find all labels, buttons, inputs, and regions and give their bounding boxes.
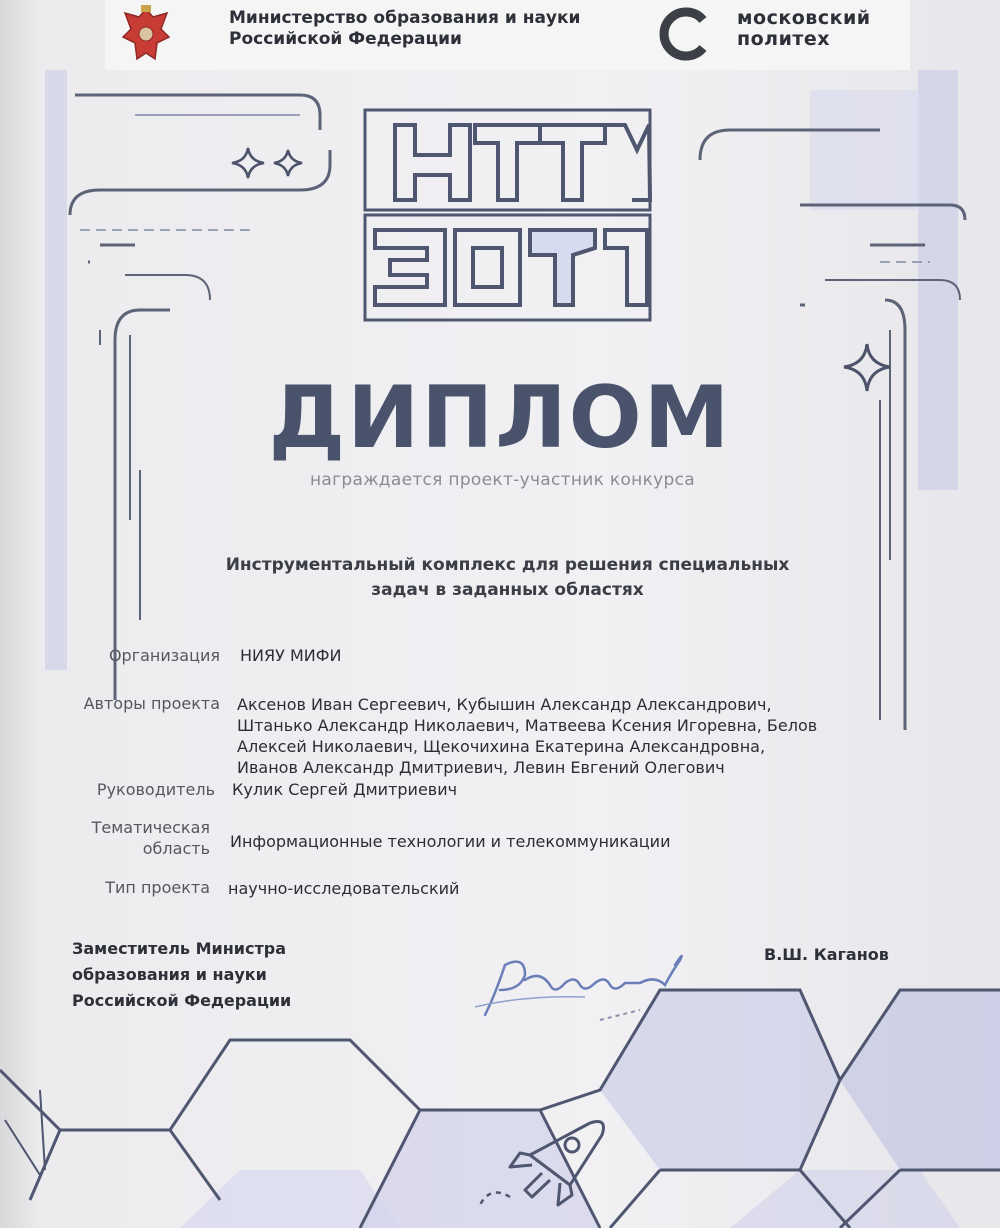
partner-name-line1: московский xyxy=(737,7,871,29)
authors-line: Алексей Николаевич, Щекочихина Екатерина Александровна, xyxy=(237,737,766,756)
diploma-subtitle: награждается проект-участник конкурса xyxy=(310,470,695,490)
signatory-position-line3: Российской Федерации xyxy=(72,991,292,1010)
project-type-label: Тип проекта xyxy=(105,878,210,897)
authors-line: Штанько Александр Николаевич, Матвеева Ксения Игоревна, Белов xyxy=(237,716,818,735)
ring-logo-icon xyxy=(653,6,715,62)
supervisor-value: Кулик Сергей Дмитриевич xyxy=(232,780,458,799)
thematic-area-value: Информационные технологии и телекоммуникации xyxy=(230,832,671,851)
thematic-area-label-line2: область xyxy=(142,839,210,858)
header-band xyxy=(105,0,910,70)
signatory-position-line1: Заместитель Министра xyxy=(72,939,286,958)
signatory-position-line2: образования и науки xyxy=(72,965,267,984)
partner-name-line2: политех xyxy=(737,28,831,50)
signatory-name: В.Ш. Каганов xyxy=(764,945,889,964)
project-type-value: научно-исследовательский xyxy=(228,879,460,898)
authors-line: Аксенов Иван Сергеевич, Кубышин Александр Александрович, xyxy=(237,695,772,714)
project-title-line2: задач в заданных областях xyxy=(371,580,644,600)
rocket-icon xyxy=(470,1105,620,1215)
handwritten-signature xyxy=(465,945,715,1025)
authors-value xyxy=(237,694,897,778)
sparkle-icon xyxy=(226,143,316,183)
thematic-area-label xyxy=(30,817,210,859)
diploma-title: ДИПЛОМ xyxy=(268,368,732,468)
event-logo xyxy=(355,105,665,330)
organization-label: Организация xyxy=(108,646,220,665)
authors-line: Иванов Александр Дмитриевич, Левин Евгений Олегович xyxy=(237,758,725,777)
authors-label: Авторы проекта xyxy=(83,694,220,713)
project-title xyxy=(150,553,865,603)
supervisor-label: Руководитель xyxy=(96,780,215,799)
coat-of-arms-icon xyxy=(117,3,175,65)
signatory-position xyxy=(72,936,291,1014)
project-title-line1: Инструментальный комплекс для решения специальных xyxy=(225,555,790,575)
organization-value: НИЯУ МИФИ xyxy=(240,646,342,665)
thematic-area-label-line1: Тематическая xyxy=(91,818,210,837)
ministry-name-line1: Министерство образования и науки xyxy=(229,8,581,28)
ministry-name-line2: Российской Федерации xyxy=(229,29,462,49)
